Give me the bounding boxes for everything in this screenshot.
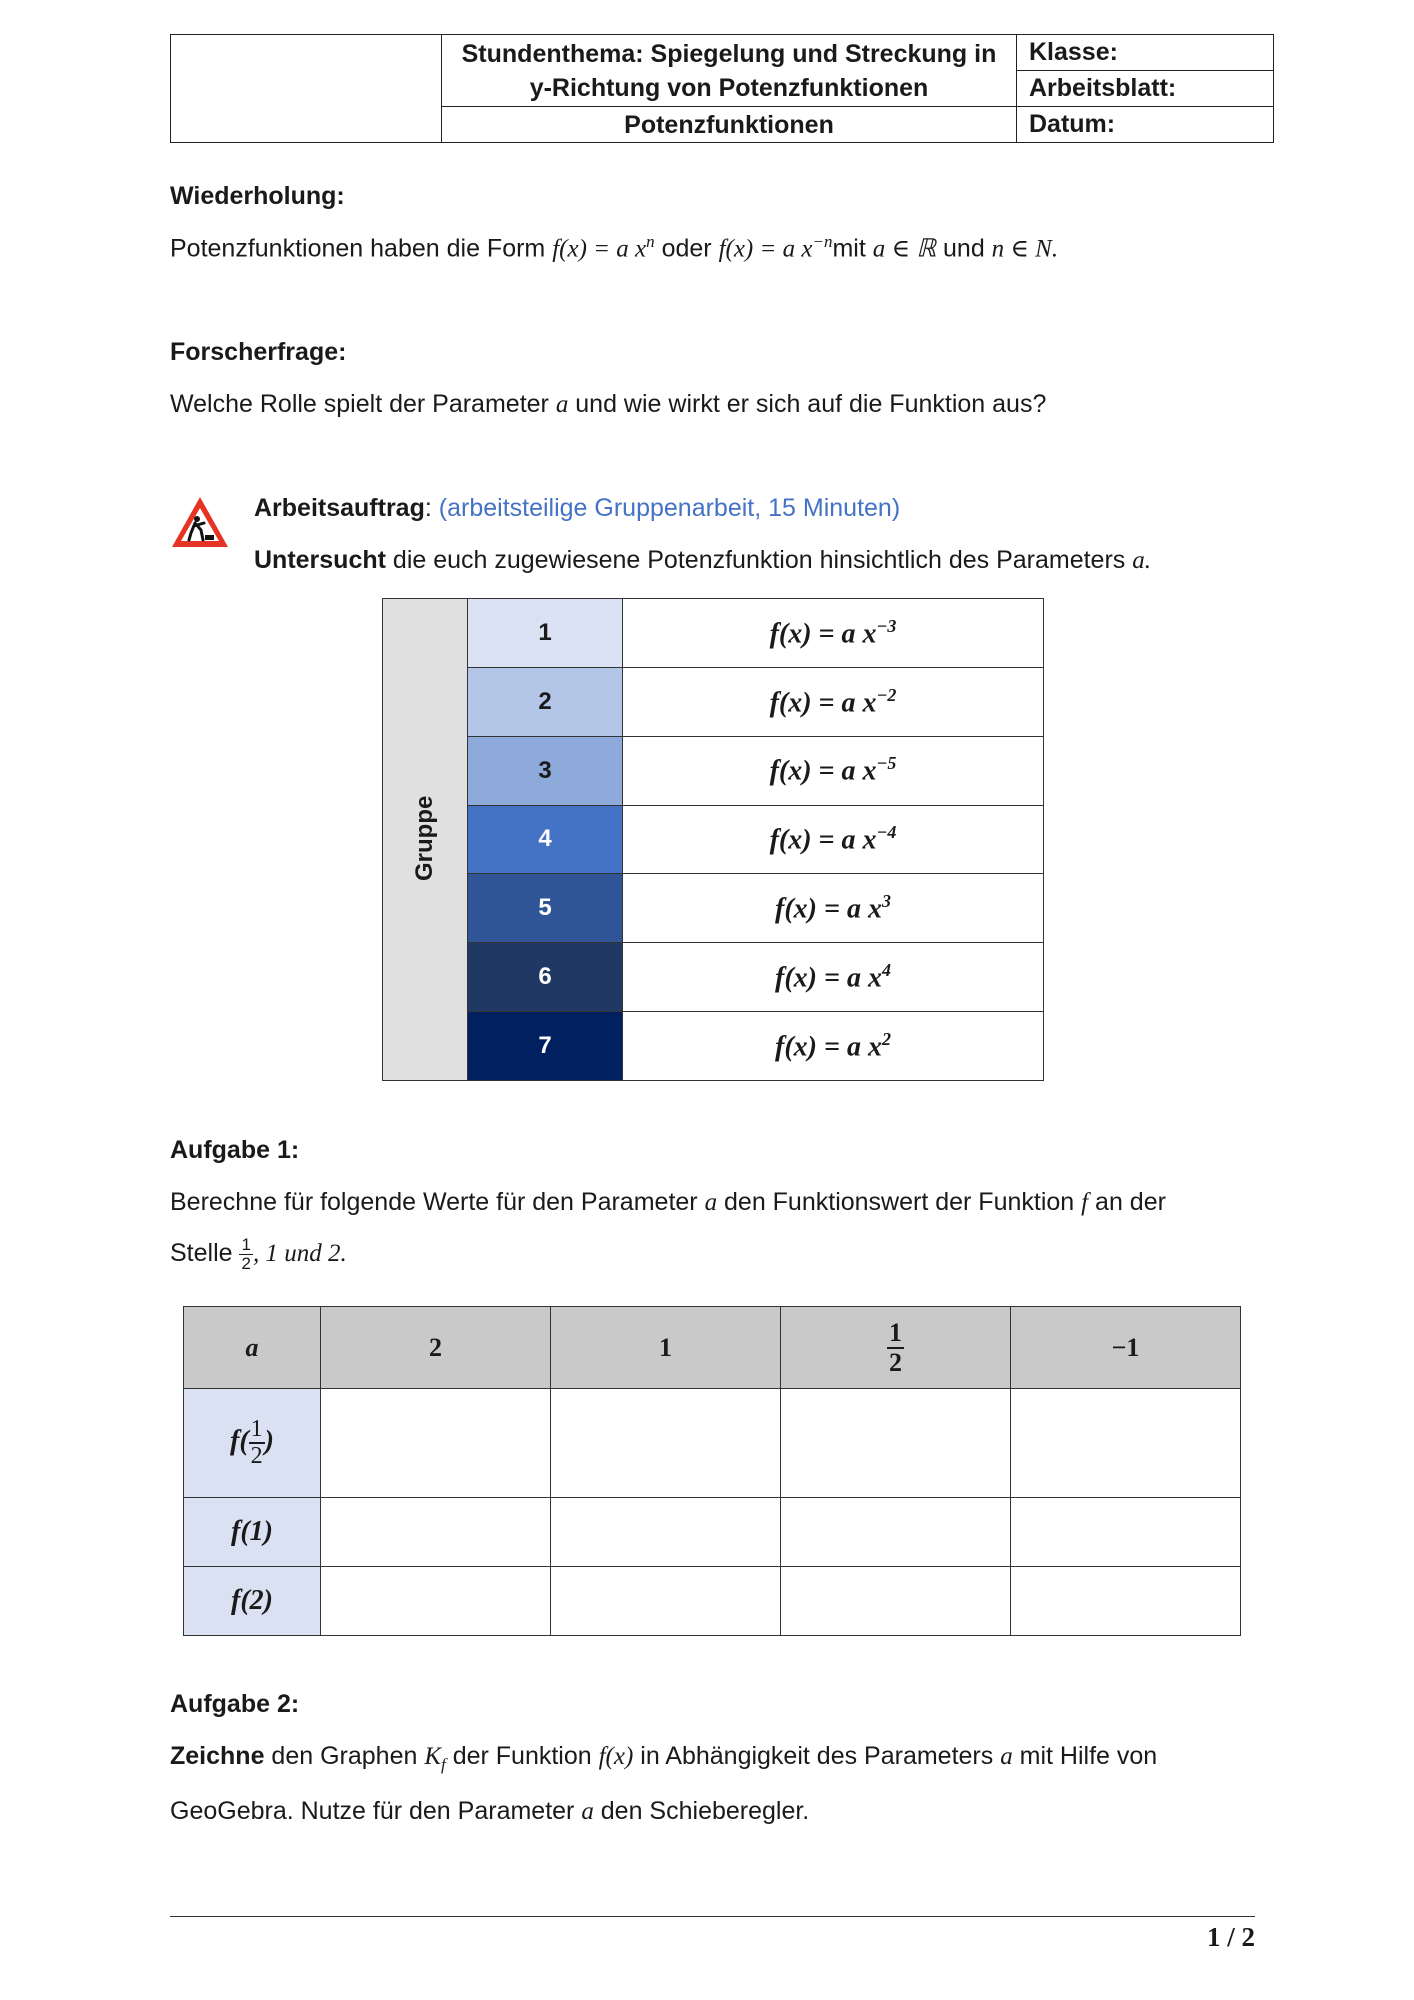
answer-cell[interactable] xyxy=(781,1389,1011,1498)
group-function: f(x) = a $x^{-5}$ xyxy=(623,736,1044,805)
aufgabe1-line1: Berechne für folgende Werte für den Parameter a den Funktionswert der Funktion f an der xyxy=(170,1188,1166,1216)
warning-construction-icon xyxy=(170,495,230,549)
aufgabe1-line2: Stelle $\frac{1}{2}$ , 1 und 2. xyxy=(170,1235,347,1273)
group-row xyxy=(383,805,1044,874)
subject-cell: Potenzfunktionen xyxy=(442,107,1017,143)
group-function: f(x) = a $x^{-2}$ xyxy=(623,667,1044,736)
forscherfrage-heading: Forscherfrage: xyxy=(170,338,347,366)
answer-cell[interactable] xyxy=(1011,1389,1241,1498)
group-function: f(x) = a $x^{-4}$ xyxy=(623,805,1044,874)
corner-a: a xyxy=(184,1307,321,1389)
group-number: 7 xyxy=(468,1012,623,1081)
arbeitsauftrag-line: Arbeitsauftrag: (arbeitsteilige Gruppenarbeit, 15 Minuten) xyxy=(254,494,901,522)
group-row xyxy=(383,667,1044,736)
forscherfrage-text: Welche Rolle spielt der Parameter a und wie wirkt er sich auf die Funktion aus? xyxy=(170,390,1047,418)
col-header-2: 2 xyxy=(321,1307,551,1389)
row-label-f2: f(2) xyxy=(184,1567,321,1636)
topic-line-2: y-Richtung von Potenzfunktionen xyxy=(529,73,929,102)
group-row xyxy=(383,1012,1044,1081)
answer-cell[interactable] xyxy=(321,1567,551,1636)
arbeitsauftrag-text: Untersucht die euch zugewiesene Potenzfunktion hinsichtlich des Parameters a. xyxy=(254,546,1151,574)
wiederholung-heading: Wiederholung: xyxy=(170,182,345,210)
group-function: f(x) = a $x^4$ xyxy=(623,943,1044,1012)
answer-cell[interactable] xyxy=(781,1567,1011,1636)
aufgabe1-heading: Aufgabe 1: xyxy=(170,1136,300,1164)
answer-cell[interactable] xyxy=(551,1498,781,1567)
group-number: 5 xyxy=(468,874,623,943)
wiederholung-text: Potenzfunktionen haben die Form f(x) = a $x^n$ oder f(x) = a $x^{-n}mit$ a ∈ ℝ und n ∈ N. xyxy=(170,232,1059,263)
group-row xyxy=(383,943,1044,1012)
footer-divider xyxy=(170,1916,1255,1917)
group-number: 6 xyxy=(468,943,623,1012)
answer-cell[interactable] xyxy=(551,1567,781,1636)
datum-field: Datum: xyxy=(1017,107,1274,143)
answer-cell[interactable] xyxy=(321,1389,551,1498)
group-number: 2 xyxy=(468,667,623,736)
logo-cell xyxy=(171,35,442,143)
aufgabe2-line1: Zeichne den Graphen $K_f$ der Funktion f(x) in Abhängigkeit des Parameters a mit Hilfe von xyxy=(170,1742,1158,1774)
answer-cell[interactable] xyxy=(1011,1498,1241,1567)
group-function: f(x) = a $x^2$ xyxy=(623,1012,1044,1081)
groups-table xyxy=(382,598,1044,1081)
klasse-field: Klasse: xyxy=(1017,35,1274,71)
group-row xyxy=(383,736,1044,805)
topic-line-1: Stundenthema: Spiegelung und Streckung in xyxy=(461,39,997,68)
group-number: 1 xyxy=(468,599,623,668)
answer-cell[interactable] xyxy=(781,1498,1011,1567)
values-table xyxy=(183,1306,1241,1636)
answer-cell[interactable] xyxy=(321,1498,551,1567)
group-row xyxy=(383,599,1044,668)
group-number: 3 xyxy=(468,736,623,805)
row-label-f-half: f( $\frac{1}{2}$ ) xyxy=(184,1389,321,1498)
arbeitsblatt-field: Arbeitsblatt: xyxy=(1017,71,1274,107)
group-row xyxy=(383,874,1044,943)
group-function: f(x) = a $x^{-3}$ xyxy=(623,599,1044,668)
aufgabe2-heading: Aufgabe 2: xyxy=(170,1690,300,1718)
group-side-label: Gruppe xyxy=(383,599,468,1081)
row-label-f1: f(1) xyxy=(184,1498,321,1567)
lesson-topic xyxy=(442,35,1017,107)
answer-cell[interactable] xyxy=(1011,1567,1241,1636)
group-number: 4 xyxy=(468,805,623,874)
col-header-minus1: −1 xyxy=(1011,1307,1241,1389)
aufgabe2-line2: GeoGebra. Nutze für den Parameter a den Schieberegler. xyxy=(170,1797,810,1825)
page-number: 1 / 2 xyxy=(1206,1922,1255,1952)
arbeitsauftrag-note: (arbeitsteilige Gruppenarbeit, 15 Minuten) xyxy=(438,494,901,522)
col-header-half: $\frac{1}{2}$ xyxy=(781,1307,1011,1389)
col-header-1: 1 xyxy=(551,1307,781,1389)
answer-cell[interactable] xyxy=(551,1389,781,1498)
header-table xyxy=(170,34,1274,143)
fraction-one-half: $\frac{1}{2}$ xyxy=(241,1235,251,1273)
group-function: f(x) = a $x^3$ xyxy=(623,874,1044,943)
